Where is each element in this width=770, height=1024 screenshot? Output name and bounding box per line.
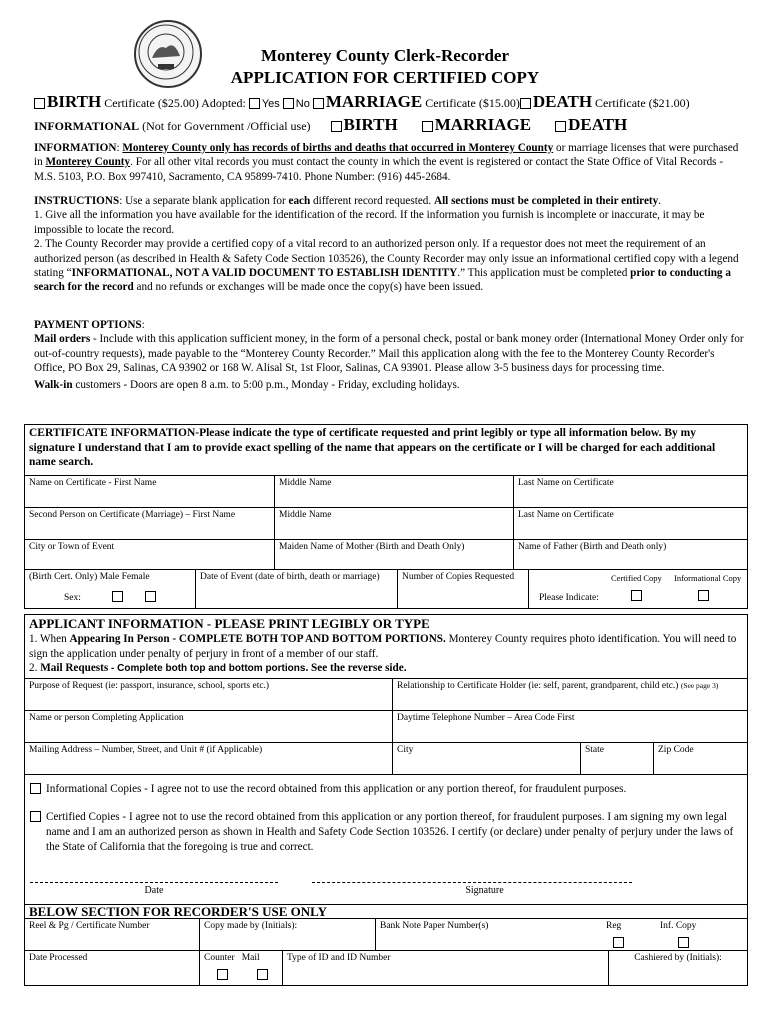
instructions-intro-1: : Use a separate blank application for bbox=[119, 195, 289, 207]
instruction-item-2d: prior to conducting a search for the record bbox=[34, 267, 731, 294]
birth-only-label: (Birth Cert. Only) bbox=[29, 572, 98, 582]
first-name-field[interactable] bbox=[24, 475, 275, 508]
information-text-1: Monterey County only has records of births and deaths that occurred in Monterey County bbox=[122, 142, 554, 154]
instructions-label: INSTRUCTIONS bbox=[34, 195, 120, 207]
second-middle-name-label: Middle Name bbox=[279, 510, 332, 520]
information-section: INFORMATION: Monterey County only has records of births and deaths that occurred in Monterey County or marriage licenses that were purchased in Monterey County. For all other vital records you must contact the county in which the event is registered or contact the State Office of Vital Records - M.S. 5103, P.O. Box 997410, Sacramento, CA 95899-7410. Phone Number: (916) 445-2684. bbox=[34, 142, 739, 183]
date-event-label: Date of Event (date of birth, death or marriage) bbox=[200, 572, 380, 582]
second-first-name-label: Second Person on Certificate (Marriage) – First Name bbox=[29, 510, 236, 520]
sex-label: Sex: bbox=[64, 593, 81, 603]
information-label: INFORMATION bbox=[34, 142, 117, 154]
certified-copy-label: Certified Copy bbox=[611, 573, 662, 583]
counter-checkbox[interactable] bbox=[217, 969, 228, 980]
maiden-name-label: Maiden Name of Mother (Birth and Death Only) bbox=[279, 542, 465, 552]
relationship-field[interactable] bbox=[392, 678, 748, 711]
copy-made-field[interactable] bbox=[199, 918, 376, 951]
adopted-no-label: No bbox=[295, 98, 310, 110]
city-event-field[interactable] bbox=[24, 539, 275, 570]
death-fee: Certificate ($21.00) bbox=[595, 96, 690, 110]
death-label: DEATH bbox=[532, 92, 593, 111]
payment-label: PAYMENT OPTIONS bbox=[34, 319, 142, 331]
phone-label: Daytime Telephone Number – Area Code First bbox=[397, 713, 575, 723]
inf-birth-checkbox[interactable] bbox=[331, 121, 342, 132]
applicant-line-1b: Appearing In Person - COMPLETE BOTH TOP AND BOTTOM PORTIONS. bbox=[69, 633, 446, 645]
instructions-intro-3: . bbox=[658, 195, 662, 207]
inf-marriage-checkbox[interactable] bbox=[422, 121, 433, 132]
date-processed-label: Date Processed bbox=[29, 953, 88, 963]
information-text-4: . For all other vital records you must contact the county in which the event is registered or contact the State Office of Vital Records - M.S. 5103, P.O. Box 997410, Sacramento, CA 95899-7410. Phone Number: (916) 445-2684. bbox=[34, 156, 724, 183]
maiden-name-field[interactable] bbox=[274, 539, 514, 570]
inf-birth-label: BIRTH bbox=[343, 115, 398, 134]
female-label: Female bbox=[121, 572, 150, 582]
adopted-yes-checkbox[interactable] bbox=[249, 98, 260, 109]
cashiered-label: Cashiered by (Initials): bbox=[634, 953, 722, 963]
id-type-field[interactable] bbox=[282, 950, 609, 986]
date-processed-field[interactable] bbox=[24, 950, 200, 986]
applicant-header: APPLICANT INFORMATION - PLEASE PRINT LEGIBLY OR TYPE bbox=[29, 616, 430, 631]
information-text-3: Monterey County bbox=[45, 156, 131, 169]
purpose-field[interactable] bbox=[24, 678, 393, 711]
mailing-address-label: Mailing Address – Number, Street, and Unit # (if Applicable) bbox=[29, 745, 263, 755]
person-completing-label: Name or person Completing Application bbox=[29, 713, 184, 723]
purpose-label: Purpose of Request (ie: passport, insurance, school, sports etc.) bbox=[29, 681, 270, 691]
informational-row bbox=[34, 115, 627, 135]
instructions-entirety: All sections must be completed in their entirety bbox=[433, 195, 659, 207]
informational-label: INFORMATIONAL bbox=[34, 119, 140, 133]
city-event-label: City or Town of Event bbox=[29, 542, 115, 552]
copies-field[interactable] bbox=[397, 569, 529, 609]
city-label: City bbox=[397, 745, 414, 755]
cert-type-row bbox=[34, 92, 690, 112]
birth-checkbox[interactable] bbox=[34, 98, 45, 109]
agency-name: Monterey County Clerk-Recorder bbox=[260, 46, 509, 65]
marriage-label: MARRIAGE bbox=[325, 92, 423, 111]
information-text-2: or marriage licenses that were purchased in bbox=[34, 142, 739, 169]
sex-cell bbox=[24, 569, 196, 609]
certified-declaration: Certified Copies - I agree not to use the record obtained from this application or any portion thereof, for fraudulent purposes. I am signing my own legal name and I am an authorized person as shown in Health and Safety Code Section 103526. I certify (or declare) under penalty of perjury under the laws of the State of California that the foregoing is true and correct. bbox=[46, 811, 734, 853]
middle-name-field[interactable] bbox=[274, 475, 514, 508]
instruction-item-2e: and no refunds or exchanges will be made once the copy(s) have been issued. bbox=[133, 281, 484, 294]
certified-declaration-checkbox[interactable] bbox=[30, 811, 41, 822]
mail-orders-label: Mail orders bbox=[34, 333, 91, 346]
last-name-field[interactable] bbox=[513, 475, 748, 508]
birth-fee: Certificate ($25.00) Adopted: bbox=[104, 96, 246, 110]
second-last-name-field[interactable] bbox=[513, 507, 748, 540]
reg-checkbox[interactable] bbox=[613, 937, 624, 948]
inf-marriage-label: MARRIAGE bbox=[434, 115, 532, 134]
inf-death-label: DEATH bbox=[568, 115, 628, 134]
instruction-item-2c: .” This application must be completed bbox=[457, 267, 631, 280]
applicant-line-2d: . See the reverse side. bbox=[305, 662, 407, 674]
middle-name-label: Middle Name bbox=[279, 478, 332, 488]
informational-declaration: Informational Copies - I agree not to use the record obtained from this application or any portion thereof, for fraudulent purposes. bbox=[46, 783, 627, 795]
reel-field[interactable] bbox=[24, 918, 200, 951]
father-name-label: Name of Father (Birth and Death only) bbox=[518, 542, 667, 552]
date-label: Date bbox=[144, 885, 164, 896]
payment-section: PAYMENT OPTIONS: Mail orders - Include with this application sufficient money, in the form of a personal check, postal or bank money order (International Money Order only for out-of-country requests), made payable to the “Monterey County Recorder.” Mail this application along with the fee to the Monterey County Recorder's Office, PO Box 29, Salinas, CA 93902 or 168 W. Alisal St, 1st Floor, Salinas, CA 93901. Please allow 3-5 business days for processing time. Walk-in customers - Doors are open 8 a.m. to 5:00 p.m., Monday - Friday, excluding holidays. bbox=[34, 319, 744, 391]
male-checkbox[interactable] bbox=[112, 591, 123, 602]
informational-declaration-checkbox[interactable] bbox=[30, 783, 41, 794]
adopted-yes-label: Yes bbox=[261, 98, 280, 110]
female-checkbox[interactable] bbox=[145, 591, 156, 602]
city-field[interactable] bbox=[392, 742, 581, 775]
last-name-label: Last Name on Certificate bbox=[518, 478, 614, 488]
phone-field[interactable] bbox=[392, 710, 748, 743]
informational-copy-checkbox[interactable] bbox=[698, 590, 709, 601]
walkin-label: Walk-in bbox=[34, 378, 73, 391]
recorder-header: BELOW SECTION FOR RECORDER'S USE ONLY bbox=[29, 904, 327, 919]
state-label: State bbox=[585, 745, 604, 755]
form-title: APPLICATION FOR CERTIFIED COPY bbox=[230, 68, 540, 87]
bank-note-label: Bank Note Paper Number(s) bbox=[380, 921, 489, 931]
applicant-line-2a: 2. bbox=[29, 662, 41, 674]
mail-label: Mail bbox=[241, 953, 260, 963]
person-completing-field[interactable] bbox=[24, 710, 393, 743]
instructions-intro-2: different record requested. bbox=[310, 195, 434, 207]
please-indicate-label: Please Indicate: bbox=[539, 593, 599, 603]
certified-copy-checkbox[interactable] bbox=[631, 590, 642, 601]
zip-field[interactable] bbox=[653, 742, 748, 775]
zip-label: Zip Code bbox=[658, 745, 694, 755]
second-last-name-label: Last Name on Certificate bbox=[518, 510, 614, 520]
certificate-info-header: CERTIFICATE INFORMATION-Please indicate the type of certificate requested and print legibly or type all information below. By my signature I understand that I am to provide exact spelling of the name that appears on the certificate or I will be charged for each additional name search. bbox=[29, 427, 716, 468]
inf-copy-label: Inf. Copy bbox=[660, 921, 697, 931]
date-signature-line[interactable] bbox=[30, 882, 278, 883]
signature-label: Signature bbox=[465, 885, 504, 896]
relationship-label: Relationship to Certificate Holder (ie: self, parent, grandparent, child etc.) bbox=[397, 681, 679, 691]
applicant-line-2b: Mail Requests bbox=[40, 662, 109, 674]
id-type-label: Type of ID and ID Number bbox=[287, 953, 391, 963]
instruction-item-2 bbox=[34, 237, 744, 295]
copy-type-cell bbox=[528, 569, 748, 609]
death-checkbox[interactable] bbox=[520, 98, 531, 109]
informational-copy-label: Informational Copy bbox=[674, 573, 742, 583]
reg-label: Reg bbox=[606, 921, 622, 931]
reel-label: Reel & Pg / Certificate Number bbox=[29, 921, 150, 931]
adopted-no-checkbox[interactable] bbox=[283, 98, 294, 109]
applicant-instructions bbox=[29, 632, 743, 677]
applicant-line-1a: 1. When bbox=[29, 633, 70, 645]
walkin-text: customers - Doors are open 8 a.m. to 5:00 p.m., Monday - Friday, excluding holidays. bbox=[72, 378, 460, 391]
date-event-field[interactable] bbox=[195, 569, 398, 609]
instruction-item-2b: INFORMATIONAL, NOT A VALID DOCUMENT TO ESTABLISH IDENTITY bbox=[71, 267, 458, 280]
father-name-field[interactable] bbox=[513, 539, 748, 570]
instructions-section bbox=[34, 194, 744, 295]
applicant-line-2c: - Complete both top and bottom portions bbox=[108, 663, 306, 674]
signature-line[interactable] bbox=[312, 882, 632, 883]
mail-checkbox[interactable] bbox=[257, 969, 268, 980]
inf-death-checkbox[interactable] bbox=[555, 121, 566, 132]
state-field[interactable] bbox=[580, 742, 654, 775]
copy-made-label: Copy made by (Initials): bbox=[204, 921, 298, 931]
copies-label: Number of Copies Requested bbox=[402, 572, 515, 582]
informational-note: (Not for Government /Official use) bbox=[142, 119, 311, 133]
see-page-note: (See page 3) bbox=[680, 681, 719, 690]
mailing-address-field[interactable] bbox=[24, 742, 393, 775]
second-first-name-field[interactable] bbox=[24, 507, 275, 540]
counter-label: Counter bbox=[204, 953, 235, 963]
marriage-checkbox[interactable] bbox=[313, 98, 324, 109]
birth-label: BIRTH bbox=[47, 92, 102, 111]
second-middle-name-field[interactable] bbox=[274, 507, 514, 540]
mail-orders-text: - Include with this application sufficient money, in the form of a personal check, postal or bank money order (International Money Order only for out-of-country requests), made payable to the “Monterey County Recorder.” Mail this application along with the fee to the Monterey County Recorder's Office, PO Box 29, Salinas, CA 93902 or 168 W. Alisal St, 1st Floor, Salinas, CA 93901. Please allow 3-5 business days for processing time. bbox=[34, 333, 744, 375]
male-label: Male bbox=[99, 572, 120, 582]
first-name-label: Name on Certificate - First Name bbox=[29, 478, 157, 488]
applicant-line-1c: Monterey County requires photo identification. You will need to sign the application under penalty of perjury in front of a member of our staff. bbox=[29, 633, 737, 660]
county-seal bbox=[134, 20, 202, 88]
cashiered-field[interactable] bbox=[608, 950, 748, 986]
inf-copy-checkbox[interactable] bbox=[678, 937, 689, 948]
marriage-fee: Certificate ($15.00) bbox=[425, 96, 520, 110]
counter-mail-cell bbox=[199, 950, 283, 986]
instruction-item-2a: 2. The County Recorder may provide a certified copy of a vital record to an authorized person only. If a requestor does not meet the requirement of an authorized person (as described in Health & Safety Code Section 103526), the County Recorder may only issue an informational certified copy with a legend stating “ bbox=[34, 238, 739, 280]
instructions-each: each bbox=[288, 195, 311, 207]
instruction-item-1: 1. Give all the information you have available for the identification of the record. If the information you furnish is incomplete or inaccurate, it may be impossible to locate the record. bbox=[34, 209, 705, 236]
